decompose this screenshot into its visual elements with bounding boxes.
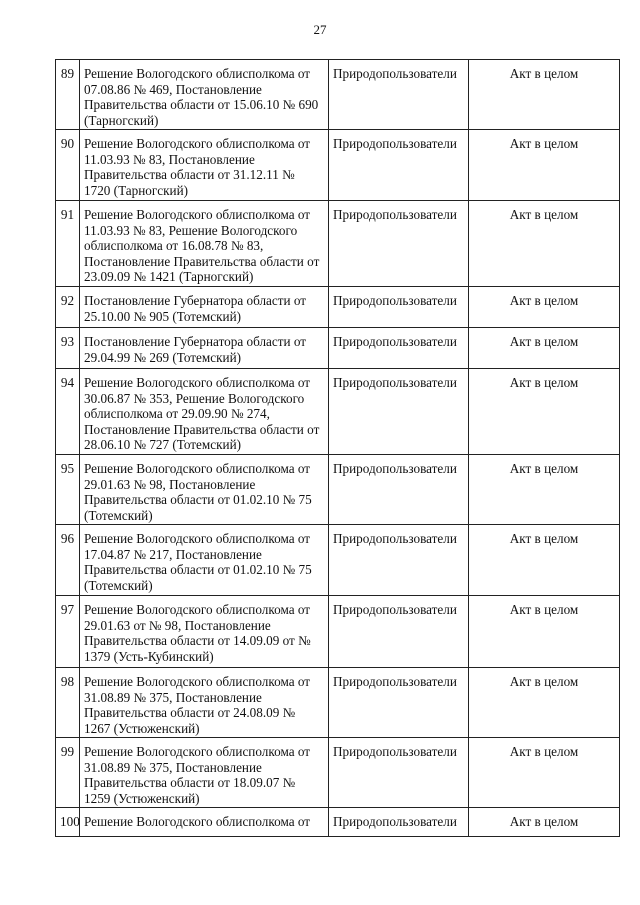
subject-category: Природопользователи <box>329 287 469 328</box>
table-row <box>56 738 620 808</box>
row-number: 89 <box>56 60 80 130</box>
subject-category: Природопользователи <box>329 328 469 369</box>
act-scope: Акт в целом <box>469 596 620 668</box>
table-row <box>56 455 620 525</box>
act-description: Решение Вологодского облисполкома от 31.08.89 № 375, Постановление Правительства области от 24.08.09 № 1267 (Устюженский) <box>80 668 329 738</box>
act-description: Решение Вологодского облисполкома от 11.03.93 № 83, Решение Вологодского облисполкома от 16.08.78 № 83, Постановление Правительства области от 23.09.09 № 1421 (Тарногский) <box>80 201 329 287</box>
act-description: Решение Вологодского облисполкома от <box>80 808 329 837</box>
page-number: 27 <box>313 22 327 37</box>
act-scope: Акт в целом <box>469 668 620 738</box>
row-number: 95 <box>56 455 80 525</box>
table-row <box>56 201 620 287</box>
subject-category: Природопользователи <box>329 596 469 668</box>
row-number: 93 <box>56 328 80 369</box>
table-row <box>56 287 620 328</box>
act-description: Решение Вологодского облисполкома от 17.04.87 № 217, Постановление Правительства области от 01.02.10 № 75 (Тотемский) <box>80 525 329 596</box>
row-number: 97 <box>56 596 80 668</box>
act-scope: Акт в целом <box>469 130 620 201</box>
act-description: Решение Вологодского облисполкома от 31.08.89 № 375, Постановление Правительства области от 18.09.07 № 1259 (Устюженский) <box>80 738 329 808</box>
act-scope: Акт в целом <box>469 525 620 596</box>
row-number: 92 <box>56 287 80 328</box>
subject-category: Природопользователи <box>329 455 469 525</box>
subject-category: Природопользователи <box>329 60 469 130</box>
act-scope: Акт в целом <box>469 738 620 808</box>
act-scope: Акт в целом <box>469 201 620 287</box>
table-row <box>56 808 620 837</box>
act-description: Решение Вологодского облисполкома от 07.08.86 № 469, Постановление Правительства области от 15.06.10 № 690 (Тарногский) <box>80 60 329 130</box>
row-number: 100 <box>56 808 80 837</box>
table-row <box>56 60 620 130</box>
act-scope: Акт в целом <box>469 328 620 369</box>
act-description: Постановление Губернатора области от 25.10.00 № 905 (Тотемский) <box>80 287 329 328</box>
row-number: 90 <box>56 130 80 201</box>
subject-category: Природопользователи <box>329 525 469 596</box>
row-number: 98 <box>56 668 80 738</box>
act-description: Решение Вологодского облисполкома от 30.06.87 № 353, Решение Вологодского облисполкома от 29.09.90 № 274, Постановление Правительства области от 28.06.10 № 727 (Тотемский) <box>80 369 329 455</box>
table-row <box>56 369 620 455</box>
row-number: 96 <box>56 525 80 596</box>
table-row <box>56 130 620 201</box>
table-row <box>56 596 620 668</box>
subject-category: Природопользователи <box>329 130 469 201</box>
table-row <box>56 525 620 596</box>
table-row <box>56 668 620 738</box>
act-scope: Акт в целом <box>469 369 620 455</box>
act-description: Решение Вологодского облисполкома от 29.01.63 № 98, Постановление Правительства области от 01.02.10 № 75 (Тотемский) <box>80 455 329 525</box>
act-description: Решение Вологодского облисполкома от 29.01.63 от № 98, Постановление Правительства области от 14.09.09 от № 1379 (Усть-Кубинский) <box>80 596 329 668</box>
subject-category: Природопользователи <box>329 201 469 287</box>
row-number: 99 <box>56 738 80 808</box>
act-scope: Акт в целом <box>469 808 620 837</box>
act-description: Решение Вологодского облисполкома от 11.03.93 № 83, Постановление Правительства области от 31.12.11 № 1720 (Тарногский) <box>80 130 329 201</box>
act-scope: Акт в целом <box>469 455 620 525</box>
subject-category: Природопользователи <box>329 808 469 837</box>
act-description: Постановление Губернатора области от 29.04.99 № 269 (Тотемский) <box>80 328 329 369</box>
subject-category: Природопользователи <box>329 738 469 808</box>
table-row <box>56 328 620 369</box>
act-scope: Акт в целом <box>469 287 620 328</box>
act-scope: Акт в целом <box>469 60 620 130</box>
subject-category: Природопользователи <box>329 668 469 738</box>
row-number: 94 <box>56 369 80 455</box>
acts-table <box>55 59 620 837</box>
row-number: 91 <box>56 201 80 287</box>
subject-category: Природопользователи <box>329 369 469 455</box>
